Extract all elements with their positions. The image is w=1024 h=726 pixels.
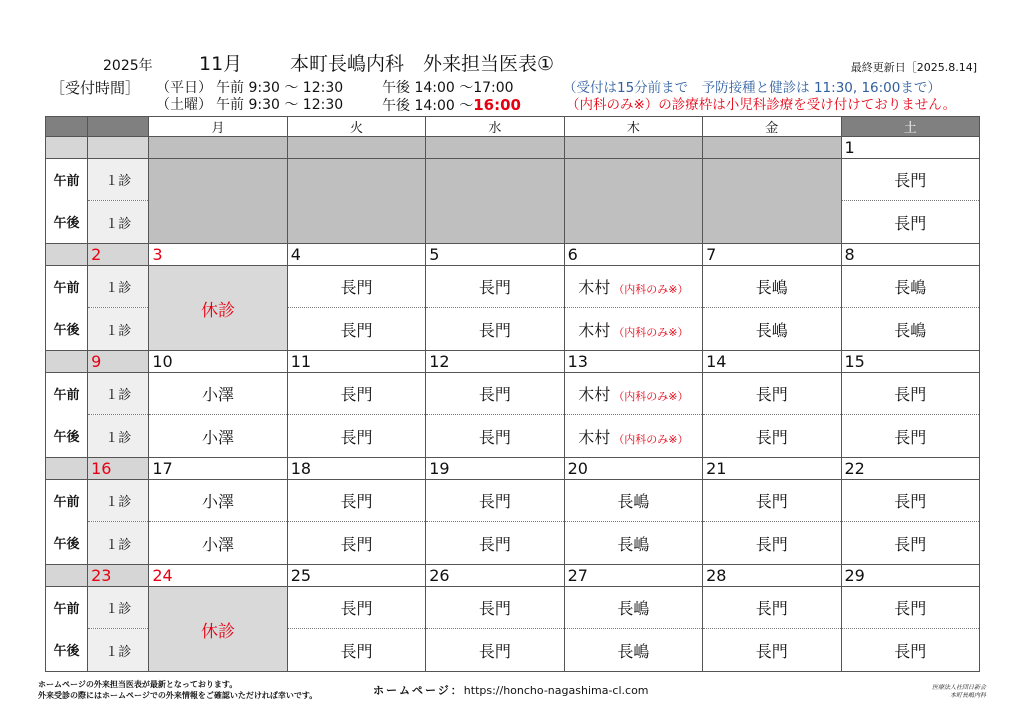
date-number: 22 bbox=[844, 459, 865, 478]
room-label: １診 bbox=[88, 629, 149, 672]
room-label: １診 bbox=[88, 587, 149, 629]
date-number: 25 bbox=[290, 566, 312, 585]
doctor-cell-sat bbox=[841, 266, 980, 308]
doctor-name: 長嶋 bbox=[894, 278, 927, 297]
doctor-cell-thu bbox=[564, 629, 702, 672]
date-cell-tue bbox=[287, 351, 425, 373]
doctor-name: 長嶋 bbox=[755, 278, 788, 297]
date-cell-tue bbox=[287, 244, 425, 266]
date-number: 1 bbox=[844, 138, 855, 157]
blank-cell-wed bbox=[426, 159, 564, 244]
doctor-cell-tue bbox=[287, 587, 425, 629]
date-cell-mon bbox=[149, 565, 287, 587]
doctor-name: 長門 bbox=[894, 427, 927, 447]
date-number: 14 bbox=[706, 352, 727, 371]
doctor-cell-tue bbox=[287, 373, 425, 415]
doctor-cell-tue bbox=[287, 415, 425, 458]
doctor-name: 木村 bbox=[578, 385, 611, 404]
room-label: １診 bbox=[88, 415, 149, 458]
doctor-name: 長門 bbox=[478, 278, 511, 297]
date-cell-wed bbox=[426, 351, 564, 373]
date-row bbox=[46, 458, 980, 480]
pm-label: 午後 bbox=[46, 201, 88, 244]
weekday-header-wed: 水 bbox=[426, 117, 564, 137]
footer-notice-line2: 外来受診の際にはホームページでの外来情報をご確認いただければ幸いです。 bbox=[38, 691, 318, 700]
blank-cell-thu bbox=[564, 159, 702, 244]
schedule-body bbox=[46, 137, 980, 672]
saturday-label: （土曜） bbox=[156, 97, 212, 113]
schedule-header bbox=[46, 117, 980, 137]
date-row bbox=[46, 351, 980, 373]
sunday-date: 16 bbox=[91, 459, 112, 478]
doctor-cell-tue bbox=[287, 308, 425, 351]
doctor-name: 小澤 bbox=[202, 427, 235, 447]
date-number: 21 bbox=[706, 459, 727, 478]
doctor-name: 木村 bbox=[578, 278, 611, 297]
doctor-name: 長嶋 bbox=[894, 320, 927, 340]
weekday-header-row bbox=[46, 117, 980, 137]
saturday-pm-start: 午後 14:00 ～ bbox=[382, 98, 474, 114]
date-row-label-cell bbox=[46, 458, 88, 480]
doctor-cell-sat bbox=[841, 159, 980, 201]
date-number: 5 bbox=[429, 245, 440, 264]
saturday-pm-end: 16:00 bbox=[473, 96, 521, 114]
date-row-label-cell bbox=[46, 137, 88, 159]
blank-cell-fri bbox=[703, 159, 841, 244]
doctor-name: 長門 bbox=[340, 641, 373, 661]
doctor-name: 長門 bbox=[894, 385, 927, 404]
sunday-date bbox=[88, 138, 91, 157]
doctor-name: 長門 bbox=[340, 534, 373, 554]
date-number: 15 bbox=[844, 352, 865, 371]
am-label: 午前 bbox=[46, 159, 88, 201]
doctor-cell-tue bbox=[287, 629, 425, 672]
pm-row bbox=[46, 522, 980, 565]
doctor-cell-wed bbox=[426, 629, 564, 672]
date-cell-sat bbox=[841, 137, 980, 159]
doctor-cell-fri bbox=[703, 308, 841, 351]
closed-cell-mon bbox=[149, 587, 287, 672]
date-row bbox=[46, 244, 980, 266]
doctor-name: 長門 bbox=[894, 492, 927, 511]
doctor-name: 長門 bbox=[755, 641, 788, 661]
room-label: １診 bbox=[88, 308, 149, 351]
closed-label: 休診 bbox=[201, 621, 236, 642]
doctor-name: 小澤 bbox=[202, 492, 235, 511]
closed-label: 休診 bbox=[201, 300, 236, 321]
date-number: 17 bbox=[152, 459, 173, 478]
date-cell-thu bbox=[564, 244, 702, 266]
sunday-date-cell bbox=[88, 565, 149, 587]
saturday-pm-hours bbox=[382, 97, 521, 114]
header-room-cell bbox=[88, 117, 149, 137]
doctor-name: 長門 bbox=[478, 320, 511, 340]
doctor-cell-fri bbox=[703, 587, 841, 629]
pm-row bbox=[46, 415, 980, 458]
clinic-name: 本町長嶋内科 bbox=[949, 692, 986, 699]
doctor-cell-fri bbox=[703, 629, 841, 672]
doctor-cell-wed bbox=[426, 266, 564, 308]
room-label: １診 bbox=[88, 373, 149, 415]
doctor-name: 長門 bbox=[478, 492, 511, 511]
doctor-name: 長門 bbox=[478, 641, 511, 661]
doctor-name: 木村 bbox=[578, 427, 611, 447]
doctor-name: 長嶋 bbox=[617, 641, 650, 661]
am-label: 午前 bbox=[46, 373, 88, 415]
homepage-url: https://honcho-nagashima-cl.com bbox=[463, 684, 649, 697]
doctor-cell-fri bbox=[703, 480, 841, 522]
homepage-label: ホームページ： bbox=[373, 684, 464, 697]
doctor-cell-fri bbox=[703, 266, 841, 308]
weekday-label: （平日） bbox=[156, 80, 212, 96]
date-cell-wed bbox=[426, 244, 564, 266]
date-row-label-cell bbox=[46, 244, 88, 266]
internal-medicine-note: （内科のみ※）の診療枠は小児科診療を受け付けておりません。 bbox=[566, 97, 957, 113]
date-row bbox=[46, 137, 980, 159]
doctor-cell-thu bbox=[564, 522, 702, 565]
date-cell-blank-tue bbox=[287, 137, 425, 159]
doctor-name: 長門 bbox=[894, 534, 927, 554]
date-cell-fri bbox=[703, 458, 841, 480]
date-number: 20 bbox=[567, 459, 588, 478]
am-label: 午前 bbox=[46, 587, 88, 629]
doctor-cell-mon bbox=[149, 480, 287, 522]
am-row bbox=[46, 159, 980, 201]
date-cell-blank-thu bbox=[564, 137, 702, 159]
doctor-name: 長門 bbox=[755, 599, 788, 618]
doctor-name: 長門 bbox=[478, 385, 511, 404]
sunday-date: 9 bbox=[91, 352, 102, 371]
doctor-name: 長門 bbox=[894, 171, 927, 190]
doctor-cell-wed bbox=[426, 373, 564, 415]
department-note: （内科のみ※） bbox=[613, 283, 689, 296]
date-cell-wed bbox=[426, 565, 564, 587]
doctor-cell-tue bbox=[287, 480, 425, 522]
organization-name: 医療法人社団日新会 bbox=[931, 684, 986, 691]
last-updated-date: 最終更新日［2025.8.14] bbox=[850, 61, 977, 74]
weekday-header-sat: 土 bbox=[841, 117, 980, 137]
doctor-cell-sat bbox=[841, 373, 980, 415]
sunday-date: 2 bbox=[91, 245, 102, 264]
date-cell-tue bbox=[287, 565, 425, 587]
doctor-name: 長門 bbox=[755, 534, 788, 554]
doctor-cell-mon bbox=[149, 522, 287, 565]
date-number: 12 bbox=[429, 352, 450, 371]
doctor-cell-thu bbox=[564, 587, 702, 629]
doctor-cell-sat bbox=[841, 629, 980, 672]
doctor-cell-fri bbox=[703, 522, 841, 565]
footer-notice bbox=[38, 679, 317, 701]
am-row bbox=[46, 587, 980, 629]
date-row-label-cell bbox=[46, 565, 88, 587]
doctor-cell-wed bbox=[426, 522, 564, 565]
date-cell-blank-fri bbox=[703, 137, 841, 159]
doctor-name: 長門 bbox=[478, 534, 511, 554]
date-number: 13 bbox=[567, 352, 588, 371]
room-label: １診 bbox=[88, 159, 149, 201]
schedule-table bbox=[45, 116, 980, 672]
doctor-name: 長嶋 bbox=[617, 534, 650, 554]
doctor-cell-thu bbox=[564, 373, 702, 415]
date-number: 3 bbox=[152, 245, 163, 264]
sunday-date-cell bbox=[88, 458, 149, 480]
reception-note: （受付は15分前まで 予防接種と健診は 11:30, 16:00まで） bbox=[563, 80, 941, 96]
date-cell-fri bbox=[703, 244, 841, 266]
doctor-name: 長門 bbox=[755, 385, 788, 404]
room-label: １診 bbox=[88, 522, 149, 565]
reception-hours-label: ［受付時間］ bbox=[50, 79, 141, 97]
doctor-cell-sat bbox=[841, 522, 980, 565]
weekday-pm-hours: 午後 14:00 ～17:00 bbox=[382, 80, 514, 96]
date-cell-mon bbox=[149, 351, 287, 373]
doctor-cell-wed bbox=[426, 415, 564, 458]
saturday-am-hours: 午前 9:30 ～ 12:30 bbox=[216, 97, 344, 113]
doctor-name: 長門 bbox=[340, 599, 373, 618]
doctor-name: 小澤 bbox=[202, 385, 235, 404]
doctor-name: 長門 bbox=[478, 427, 511, 447]
weekday-header-fri: 金 bbox=[703, 117, 841, 137]
doctor-name: 長門 bbox=[340, 320, 373, 340]
date-number: 26 bbox=[429, 566, 450, 585]
date-cell-fri bbox=[703, 351, 841, 373]
date-cell-blank-mon bbox=[149, 137, 287, 159]
doctor-name: 長門 bbox=[340, 492, 373, 511]
date-row bbox=[46, 565, 980, 587]
date-cell-wed bbox=[426, 458, 564, 480]
date-cell-mon bbox=[149, 458, 287, 480]
doctor-cell-wed bbox=[426, 308, 564, 351]
date-cell-sat bbox=[841, 458, 980, 480]
doctor-name: 小澤 bbox=[202, 534, 235, 554]
pm-label: 午後 bbox=[46, 522, 88, 565]
room-label: １診 bbox=[88, 266, 149, 308]
date-number: 27 bbox=[567, 566, 588, 585]
doctor-cell-sat bbox=[841, 587, 980, 629]
doctor-cell-wed bbox=[426, 587, 564, 629]
department-note: （内科のみ※） bbox=[613, 390, 689, 403]
date-number: 29 bbox=[844, 566, 865, 585]
doctor-cell-sat bbox=[841, 308, 980, 351]
blank-cell-tue bbox=[287, 159, 425, 244]
doctor-cell-sat bbox=[841, 201, 980, 244]
doctor-cell-sat bbox=[841, 415, 980, 458]
date-cell-thu bbox=[564, 458, 702, 480]
page-title: 本町長嶋内科 外来担当医表① bbox=[290, 53, 555, 75]
doctor-name: 長門 bbox=[755, 492, 788, 511]
schedule-year: 2025年 bbox=[103, 58, 153, 74]
department-note: （内科のみ※） bbox=[613, 432, 689, 446]
doctor-name: 長嶋 bbox=[617, 599, 650, 618]
sunday-date-cell bbox=[88, 351, 149, 373]
header-corner-cell bbox=[46, 117, 88, 137]
date-cell-blank-wed bbox=[426, 137, 564, 159]
doctor-name: 長門 bbox=[894, 641, 927, 661]
date-cell-sat bbox=[841, 565, 980, 587]
am-row bbox=[46, 480, 980, 522]
blank-cell-mon bbox=[149, 159, 287, 244]
date-number: 18 bbox=[290, 459, 312, 478]
doctor-cell-fri bbox=[703, 373, 841, 415]
date-number: 24 bbox=[152, 566, 173, 585]
date-number: 4 bbox=[290, 245, 301, 264]
date-number: 7 bbox=[706, 245, 717, 264]
doctor-name: 長門 bbox=[340, 427, 373, 447]
pm-label: 午後 bbox=[46, 308, 88, 351]
doctor-cell-thu bbox=[564, 266, 702, 308]
doctor-cell-wed bbox=[426, 480, 564, 522]
weekday-header-thu: 木 bbox=[564, 117, 702, 137]
department-note: （内科のみ※） bbox=[613, 325, 689, 339]
closed-cell-mon bbox=[149, 266, 287, 351]
date-row-label-cell bbox=[46, 351, 88, 373]
am-row bbox=[46, 373, 980, 415]
doctor-name: 長門 bbox=[478, 599, 511, 618]
doctor-cell-tue bbox=[287, 266, 425, 308]
doctor-name: 長門 bbox=[340, 278, 373, 297]
am-label: 午前 bbox=[46, 266, 88, 308]
doctor-name: 長門 bbox=[340, 385, 373, 404]
sunday-date-cell bbox=[88, 137, 149, 159]
doctor-name: 長嶋 bbox=[617, 492, 650, 511]
date-cell-thu bbox=[564, 351, 702, 373]
date-cell-tue bbox=[287, 458, 425, 480]
date-number: 28 bbox=[706, 566, 727, 585]
date-cell-fri bbox=[703, 565, 841, 587]
doctor-name: 木村 bbox=[578, 320, 611, 340]
pm-label: 午後 bbox=[46, 415, 88, 458]
doctor-cell-tue bbox=[287, 522, 425, 565]
footer-organization bbox=[932, 684, 986, 700]
date-number: 8 bbox=[844, 245, 855, 264]
doctor-name: 長門 bbox=[755, 427, 788, 447]
doctor-cell-mon bbox=[149, 415, 287, 458]
date-number: 10 bbox=[152, 352, 173, 371]
footer-homepage bbox=[373, 684, 649, 698]
doctor-cell-thu bbox=[564, 415, 702, 458]
am-row bbox=[46, 266, 980, 308]
sunday-date: 23 bbox=[91, 566, 112, 585]
date-cell-sat bbox=[841, 244, 980, 266]
room-label: １診 bbox=[88, 480, 149, 522]
date-number: 6 bbox=[567, 245, 578, 264]
doctor-cell-thu bbox=[564, 480, 702, 522]
pm-label: 午後 bbox=[46, 629, 88, 672]
weekday-header-mon: 月 bbox=[149, 117, 287, 137]
date-cell-sat bbox=[841, 351, 980, 373]
doctor-cell-mon bbox=[149, 373, 287, 415]
doctor-name: 長嶋 bbox=[755, 320, 788, 340]
doctor-cell-fri bbox=[703, 415, 841, 458]
weekday-am-hours: 午前 9:30 ～ 12:30 bbox=[216, 80, 344, 96]
doctor-cell-thu bbox=[564, 308, 702, 351]
doctor-name: 長門 bbox=[894, 599, 927, 618]
room-label: １診 bbox=[88, 201, 149, 244]
am-label: 午前 bbox=[46, 480, 88, 522]
date-cell-thu bbox=[564, 565, 702, 587]
date-number: 19 bbox=[429, 459, 450, 478]
doctor-name: 長門 bbox=[894, 213, 927, 233]
weekday-header-tue: 火 bbox=[287, 117, 425, 137]
sunday-date-cell bbox=[88, 244, 149, 266]
schedule-month: 11月 bbox=[199, 53, 243, 75]
date-number: 11 bbox=[290, 352, 312, 371]
footer-notice-line1: ホームページの外来担当医表が最新となっております。 bbox=[38, 680, 238, 689]
doctor-cell-sat bbox=[841, 480, 980, 522]
date-cell-mon bbox=[149, 244, 287, 266]
